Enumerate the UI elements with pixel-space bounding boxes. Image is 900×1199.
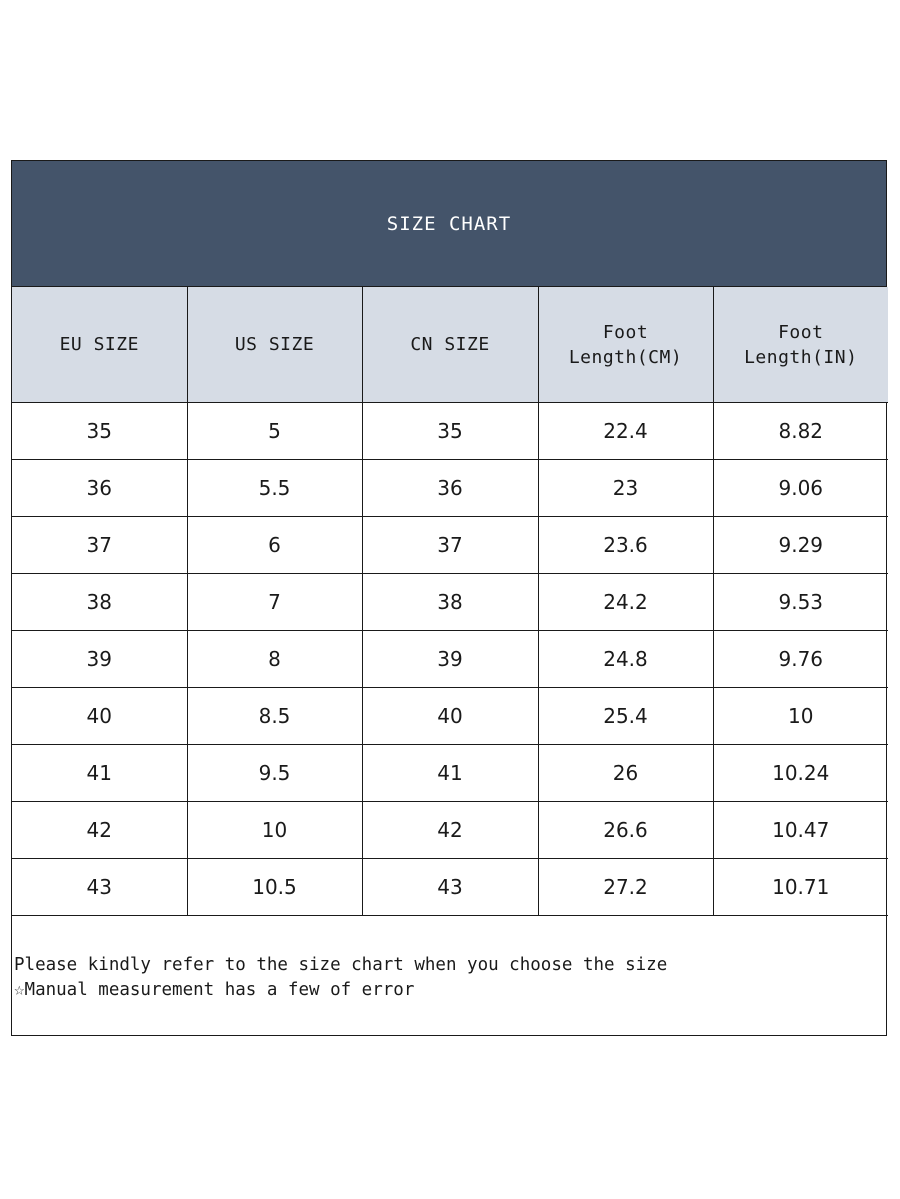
cell-foot-length-in: 9.53 [713, 574, 888, 631]
cell-eu-size: 37 [12, 517, 187, 574]
cell-foot-length-in: 10 [713, 688, 888, 745]
table-row [12, 631, 888, 688]
header-eu-size [12, 287, 187, 403]
table-row [12, 745, 888, 802]
cell-foot-length-cm: 24.8 [538, 631, 713, 688]
cell-cn-size: 39 [362, 631, 538, 688]
cell-cn-size: 42 [362, 802, 538, 859]
cell-eu-size: 35 [12, 403, 187, 460]
cell-us-size: 7 [187, 574, 362, 631]
cell-us-size: 8 [187, 631, 362, 688]
size-chart [11, 160, 887, 1036]
cell-us-size: 8.5 [187, 688, 362, 745]
note-line: Please kindly refer to the size chart when you choose the size [14, 955, 668, 975]
cell-foot-length-cm: 26.6 [538, 802, 713, 859]
header-eu-size-label: EU SIZE [59, 334, 139, 355]
cell-cn-size: 40 [362, 688, 538, 745]
cell-us-size: 10.5 [187, 859, 362, 916]
table-row [12, 403, 888, 460]
cell-eu-size: 39 [12, 631, 187, 688]
cell-eu-size: 42 [12, 802, 187, 859]
cell-foot-length-cm: 27.2 [538, 859, 713, 916]
table-row [12, 802, 888, 859]
table-row [12, 517, 888, 574]
table-row [12, 688, 888, 745]
header-foot-length-cm [538, 287, 713, 403]
cell-foot-length-cm: 22.4 [538, 403, 713, 460]
cell-cn-size: 41 [362, 745, 538, 802]
size-table [12, 287, 888, 916]
cell-us-size: 5 [187, 403, 362, 460]
header-us-size-label: US SIZE [234, 334, 315, 355]
cell-foot-length-in: 10.47 [713, 802, 888, 859]
header-us-size [187, 287, 362, 403]
cell-foot-length-cm: 24.2 [538, 574, 713, 631]
table-row [12, 574, 888, 631]
cell-eu-size: 43 [12, 859, 187, 916]
size-chart-notes [14, 953, 667, 1003]
cell-foot-length-cm: 23.6 [538, 517, 713, 574]
size-chart-title: SIZE CHART [386, 212, 512, 235]
cell-foot-length-in: 10.71 [713, 859, 888, 916]
cell-foot-length-in: 9.29 [713, 517, 888, 574]
cell-foot-length-in: 8.82 [713, 403, 888, 460]
cell-cn-size: 37 [362, 517, 538, 574]
cell-foot-length-cm: 26 [538, 745, 713, 802]
header-foot-length-cm-line2: Length(CM) [568, 346, 683, 368]
cell-foot-length-in: 9.06 [713, 460, 888, 517]
cell-us-size: 10 [187, 802, 362, 859]
cell-cn-size: 43 [362, 859, 538, 916]
cell-us-size: 6 [187, 517, 362, 574]
header-foot-length-cm-line1: Foot [602, 321, 649, 343]
table-row [12, 460, 888, 517]
cell-eu-size: 36 [12, 460, 187, 517]
header-cn-size [362, 287, 538, 403]
table-row [12, 859, 888, 916]
cell-eu-size: 41 [12, 745, 187, 802]
cell-eu-size: 38 [12, 574, 187, 631]
header-foot-length-in-line1: Foot [778, 321, 824, 343]
header-cn-size-label: CN SIZE [410, 334, 490, 355]
header-foot-length-in [713, 287, 888, 403]
cell-cn-size: 35 [362, 403, 538, 460]
size-chart-title-bar [12, 161, 886, 287]
cell-foot-length-in: 10.24 [713, 745, 888, 802]
cell-foot-length-cm: 23 [538, 460, 713, 517]
header-row [12, 287, 888, 403]
cell-eu-size: 40 [12, 688, 187, 745]
cell-cn-size: 36 [362, 460, 538, 517]
cell-us-size: 9.5 [187, 745, 362, 802]
cell-cn-size: 38 [362, 574, 538, 631]
header-foot-length-in-line2: Length(IN) [744, 346, 858, 368]
cell-foot-length-in: 9.76 [713, 631, 888, 688]
note-line: ☆Manual measurement has a few of error [14, 980, 415, 1000]
cell-us-size: 5.5 [187, 460, 362, 517]
cell-foot-length-cm: 25.4 [538, 688, 713, 745]
